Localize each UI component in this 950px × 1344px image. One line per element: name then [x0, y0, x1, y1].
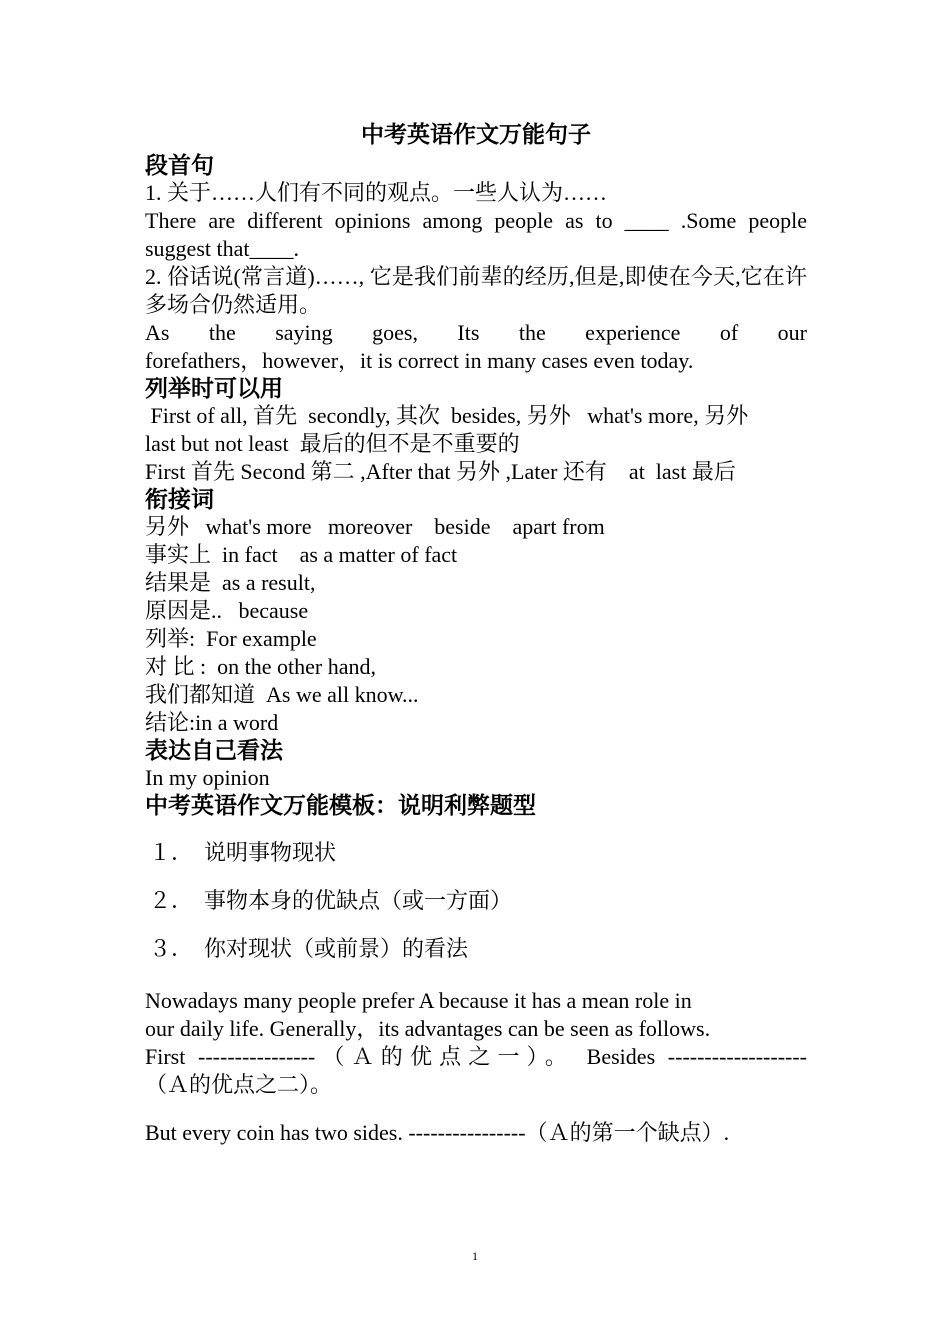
template-step-1: １． 说明事物现状 — [149, 840, 337, 865]
connective-item: 我们都知道 As we all know... — [145, 682, 419, 707]
connective-item: 结果是 as a result, — [145, 570, 316, 595]
section-heading-connectives: 衔接词 — [145, 487, 214, 512]
connective-item: 另外 what's more moreover beside apart from — [145, 514, 605, 539]
section-heading-opinion: 表达自己看法 — [145, 738, 283, 763]
listing-line-3: First 首先 Second 第二 ,After that 另外 ,Later 还有 at last 最后 — [145, 459, 736, 484]
opening-line-2: There are different opinions among people as to ____ .Some people suggest that____. — [145, 208, 807, 261]
connective-item: 事实上 in fact as a matter of fact — [145, 542, 458, 567]
page-number: 1 — [472, 1249, 478, 1263]
template-paragraph-line-2: our daily life. Generally，its advantages can be seen as follows. — [145, 1016, 711, 1041]
listing-line-2: last but not least 最后的但不是不重要的 — [145, 431, 520, 456]
connective-item: 列举: For example — [145, 626, 317, 651]
template-paragraph-line-1: Nowadays many people prefer A because it has a mean role in — [145, 988, 692, 1013]
connective-item: 对 比 : on the other hand, — [145, 654, 376, 679]
template-paragraph-2: But every coin has two sides. ----------------（Ａ的第一个缺点）. — [145, 1120, 730, 1145]
section-heading-opening: 段首句 — [145, 153, 214, 178]
template-paragraph-line-3: First ----------------（Ａ的优点之一）。 Besides ------------------- — [145, 1044, 807, 1069]
template-paragraph-line-4: （Ａ的优点之二）。 — [145, 1072, 333, 1097]
opinion-line: In my opinion — [145, 765, 270, 790]
opening-line-4a: As the saying goes, Its the experience of our — [145, 320, 807, 345]
opening-line-3: 2. 俗话说(常言道)……, 它是我们前辈的经历,但是,即使在今天,它在许多场合仍然适用。 — [145, 264, 807, 317]
section-heading-template: 中考英语作文万能模板：说明利弊题型 — [145, 793, 536, 818]
template-step-2: ２． 事物本身的优缺点（或一方面） — [149, 888, 513, 913]
document-title: 中考英语作文万能句子 — [361, 122, 591, 147]
connective-item: 结论:in a word — [145, 710, 279, 735]
connective-item: 原因是.. because — [145, 598, 309, 623]
section-heading-listing: 列举时可以用 — [145, 376, 283, 401]
opening-line-1: 1. 关于……人们有不同的观点。一些人认为…… — [145, 180, 608, 205]
opening-line-4b: forefathers，however，it is correct in many cases even today. — [145, 348, 694, 373]
listing-line-1: First of all, 首先 secondly, 其次 besides, 另外 what's more, 另外 — [145, 403, 749, 428]
document-body — [145, 118, 807, 1147]
template-step-3: ３． 你对现状（或前景）的看法 — [149, 936, 469, 961]
